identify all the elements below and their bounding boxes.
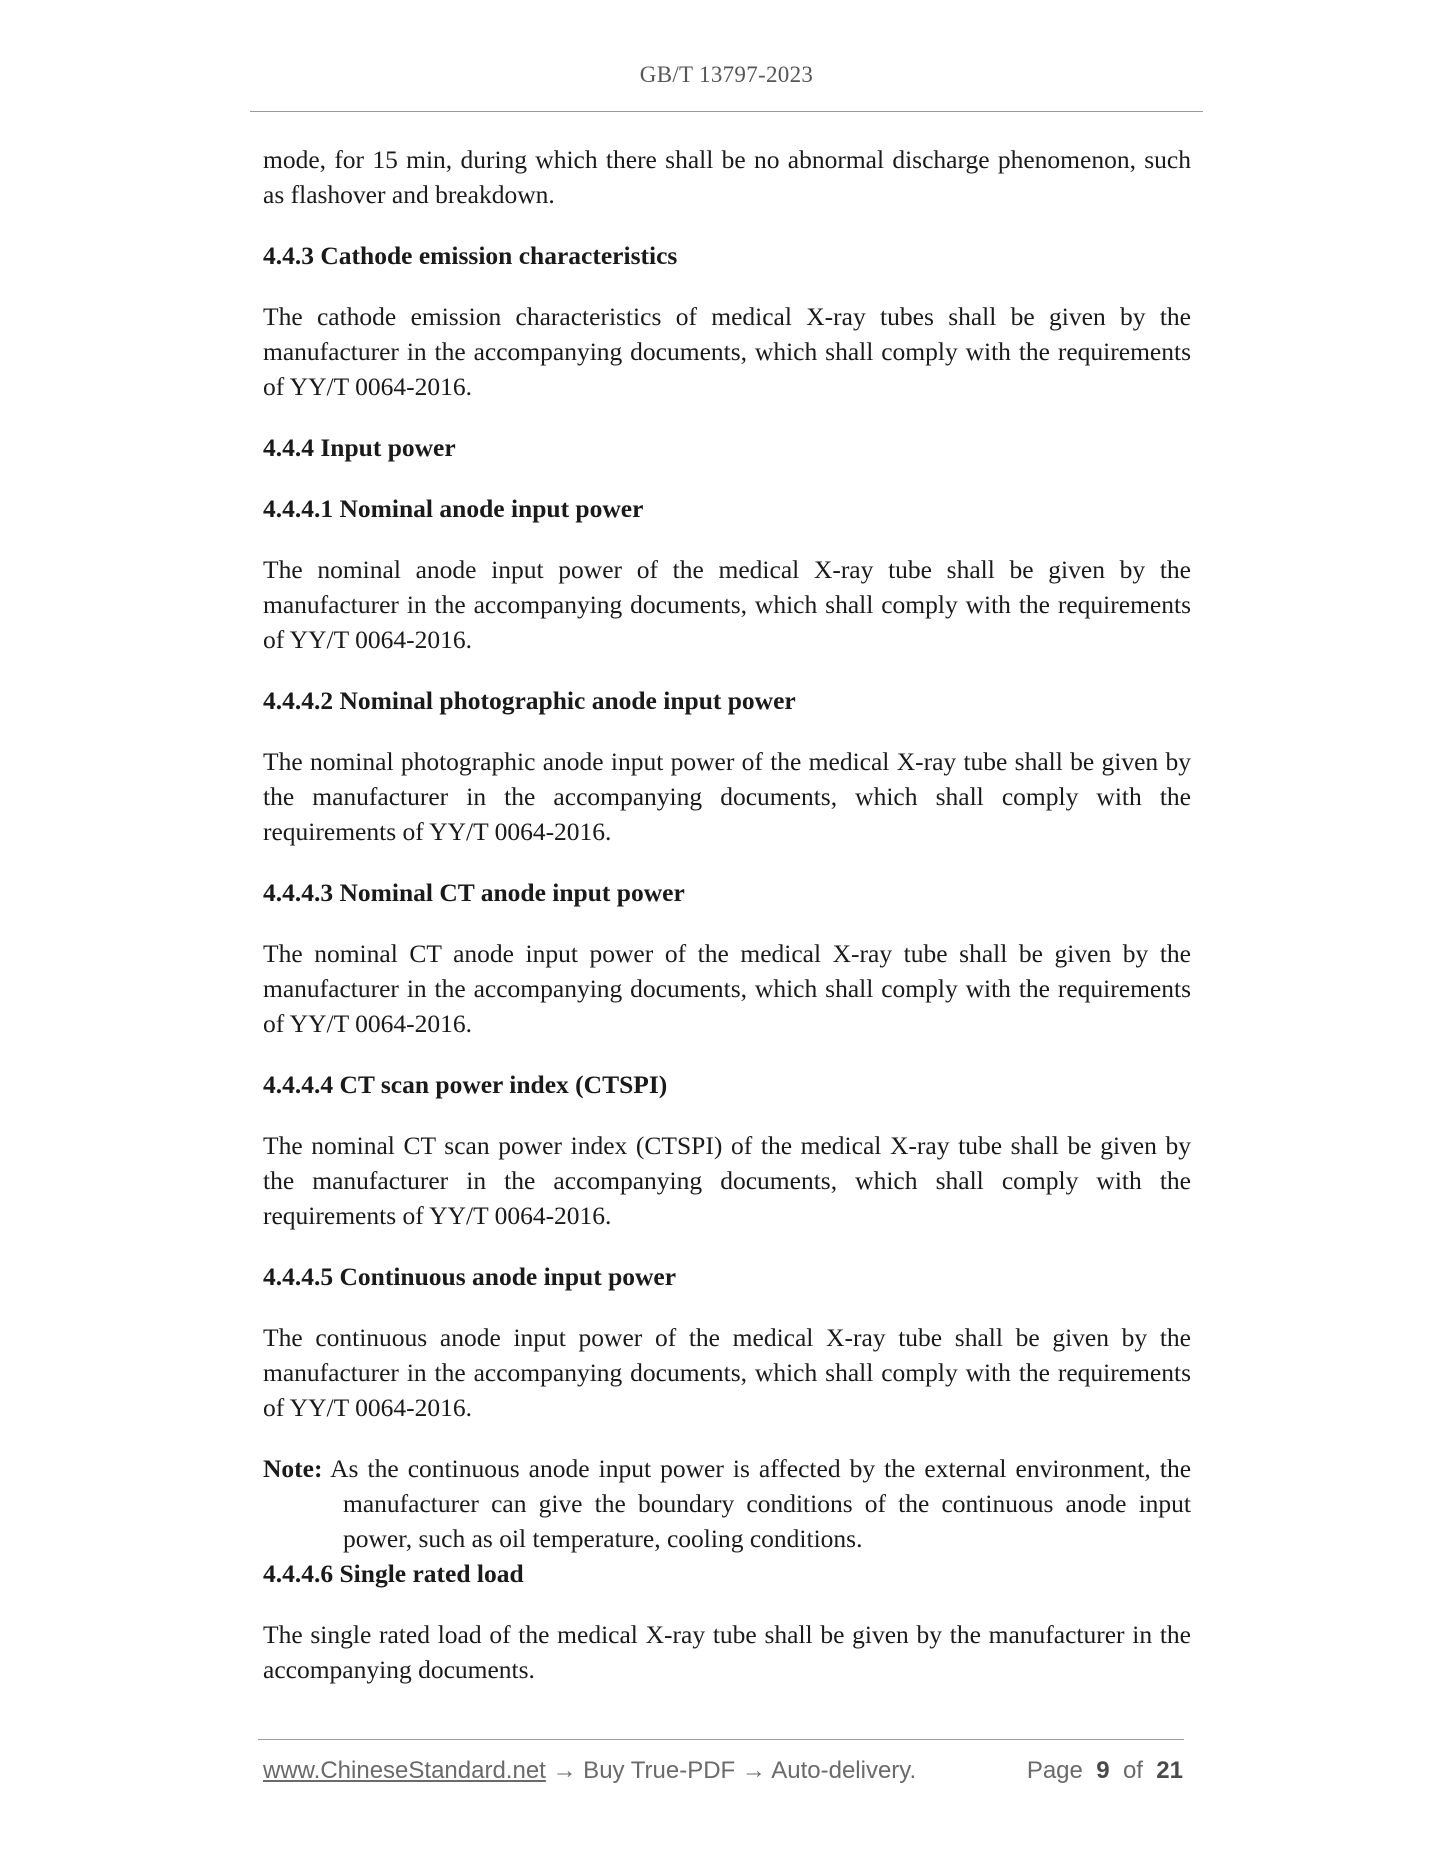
section-4-4-4-1-paragraph: The nominal anode input power of the medical X-ray tube shall be given by the manufacturer in the accompanying documents, which shall comply with the requirements of YY/T 0064-2016. bbox=[263, 555, 1191, 654]
standard-number: GB/T 13797-2023 bbox=[639, 62, 814, 87]
section-4-4-4-2-paragraph: The nominal photographic anode input power of the medical X-ray tube shall be given by the manufacturer in the accompanying documents, which shall comply with the requirements of YY/T 0064-2016. bbox=[263, 747, 1191, 846]
header-divider bbox=[250, 111, 1203, 112]
footer-divider bbox=[258, 1739, 1184, 1740]
continuation-paragraph: mode, for 15 min, during which there shall be no abnormal discharge phenomenon, such as flashover and breakdown. bbox=[263, 145, 1191, 209]
section-4-4-4-2-heading: 4.4.4.2 Nominal photographic anode input power bbox=[263, 686, 796, 715]
page-header bbox=[250, 62, 1203, 88]
page-current: 9 bbox=[1096, 1757, 1110, 1784]
section-4-4-4-3-heading: 4.4.4.3 Nominal CT anode input power bbox=[263, 878, 685, 907]
section-4-4-4-5-heading: 4.4.4.5 Continuous anode input power bbox=[263, 1262, 677, 1291]
note-label: Note: bbox=[263, 1454, 323, 1483]
page-footer bbox=[263, 1757, 1183, 1785]
section-4-4-3-paragraph: The cathode emission characteristics of medical X-ray tubes shall be given by the manufacturer in the accompanying documents, which shall comply with the requirements of YY/T 0064-2016. bbox=[263, 302, 1191, 401]
note-text: As the continuous anode input power is affected by the external environment, the manufacturer can give the boundary conditions of the continuous anode input power, such as oil temperature, cooling conditions. bbox=[330, 1454, 1192, 1553]
note-block bbox=[263, 1451, 1191, 1556]
section-4-4-4-4-paragraph: The nominal CT scan power index (CTSPI) of the medical X-ray tube shall be given by the manufacturer in the accompanying documents, which shall comply with the requirements of YY/T 0064-2016. bbox=[263, 1131, 1191, 1230]
footer-promo bbox=[263, 1757, 916, 1784]
page-word: Page bbox=[1026, 1757, 1083, 1784]
section-4-4-4-6-heading: 4.4.4.6 Single rated load bbox=[263, 1559, 524, 1588]
section-4-4-4-6-paragraph: The single rated load of the medical X-ray tube shall be given by the manufacturer in the accompanying documents. bbox=[263, 1620, 1191, 1684]
section-4-4-3-heading: 4.4.3 Cathode emission characteristics bbox=[263, 241, 678, 270]
website-link[interactable]: www.ChineseStandard.net bbox=[263, 1757, 546, 1784]
footer-tagline: → Buy True-PDF → Auto-delivery. bbox=[545, 1757, 917, 1784]
of-word: of bbox=[1122, 1757, 1143, 1784]
section-4-4-4-4-heading: 4.4.4.4 CT scan power index (CTSPI) bbox=[263, 1070, 668, 1099]
page-indicator bbox=[1027, 1757, 1183, 1785]
section-4-4-4-5-paragraph: The continuous anode input power of the medical X-ray tube shall be given by the manufacturer in the accompanying documents, which shall comply with the requirements of YY/T 0064-2016. bbox=[263, 1323, 1191, 1422]
section-4-4-4-1-heading: 4.4.4.1 Nominal anode input power bbox=[263, 494, 644, 523]
section-4-4-4-3-paragraph: The nominal CT anode input power of the medical X-ray tube shall be given by the manufacturer in the accompanying documents, which shall comply with the requirements of YY/T 0064-2016. bbox=[263, 939, 1191, 1038]
page-total: 21 bbox=[1156, 1757, 1183, 1784]
page-content bbox=[263, 142, 1191, 1713]
section-4-4-4-heading: 4.4.4 Input power bbox=[263, 433, 456, 462]
